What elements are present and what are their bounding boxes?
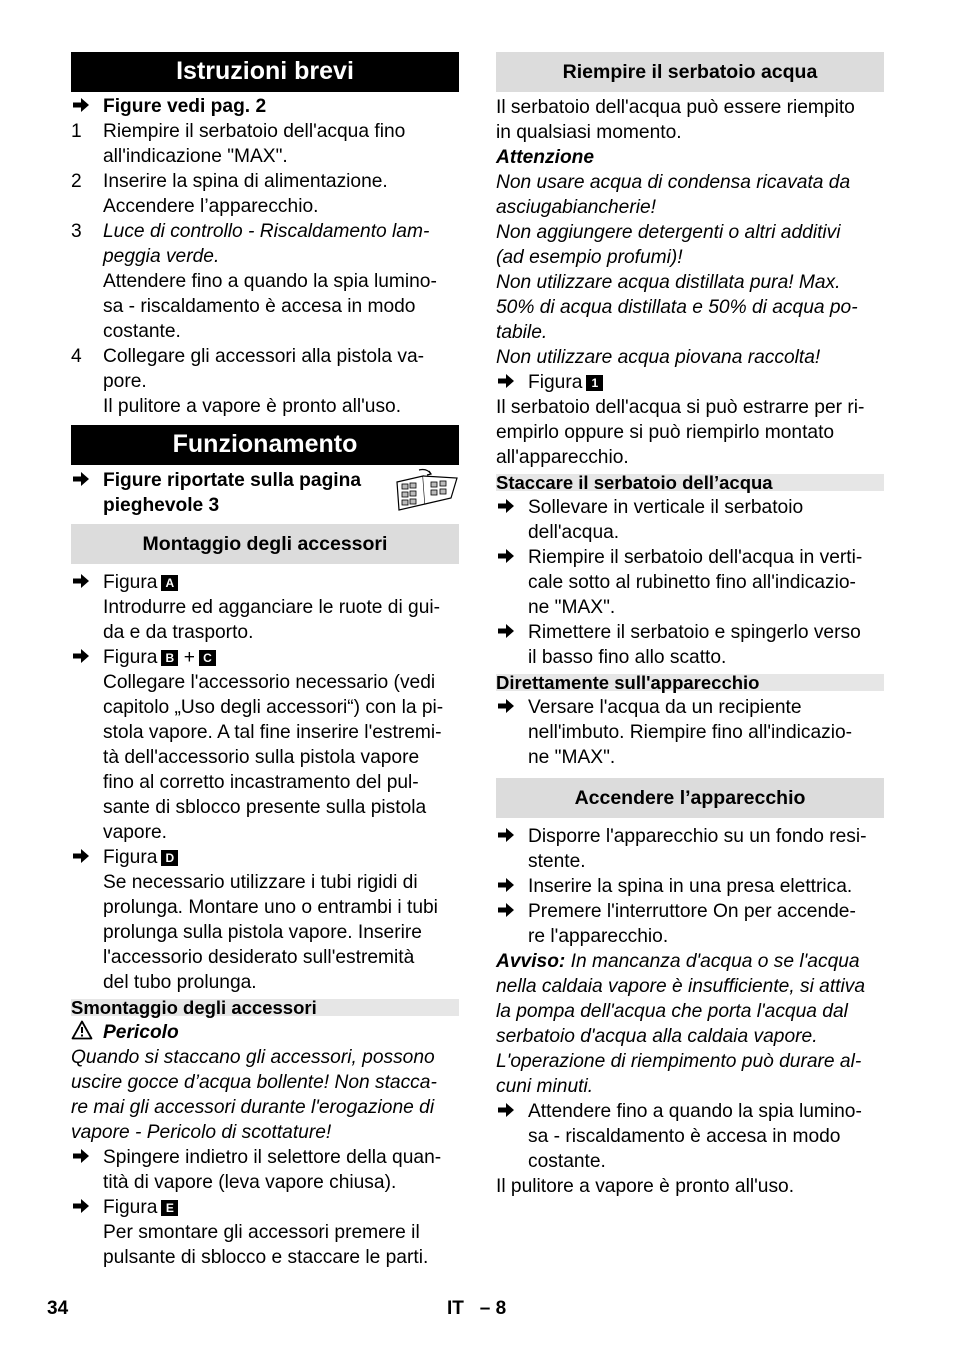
text-line: Se necessario utilizzare i tubi rigidi di	[103, 872, 418, 893]
numbered-step	[71, 344, 459, 419]
bullet-item: Figura A	[71, 570, 459, 595]
arrow-icon	[496, 874, 528, 899]
numbered-step	[71, 219, 459, 344]
figure-box: A	[161, 575, 178, 591]
arrow-icon	[496, 824, 528, 874]
ready-text: Il pulitore a vapore è pronto all'uso.	[496, 1176, 795, 1197]
text-line: Sollevare in verticale il serbatoio	[528, 497, 804, 518]
mount-steps	[71, 570, 459, 995]
text-line: ne "MAX".	[528, 597, 616, 618]
bullet-item	[496, 495, 884, 545]
text-line: Versare l'acqua da un recipiente	[528, 697, 802, 718]
bullet-item	[496, 695, 884, 770]
arrow-icon	[496, 495, 528, 545]
attention-text	[496, 170, 884, 370]
on-steps	[496, 824, 884, 949]
step-number: 1	[71, 121, 82, 142]
text-line: pore.	[103, 371, 147, 392]
text-line: nella caldaia vapore è insufficiente, si attiva	[496, 976, 866, 997]
text-line: re l'apparecchio.	[528, 926, 669, 947]
text-line: cale sotto al rubinetto fino all'indicazio-	[528, 572, 856, 593]
text-line: all'apparecchio.	[496, 447, 629, 468]
text-line: Riempire il serbatoio dell'acqua in verti-	[528, 547, 863, 568]
text-line: Inserire la spina in una presa elettrica.	[528, 876, 853, 897]
text-line: stola vapore. A tal fine inserire l'estremi-	[103, 722, 442, 743]
quick-steps	[71, 119, 459, 419]
wait-steps	[496, 1099, 884, 1174]
text-line: Collegare l'accessorio necessario (vedi	[103, 672, 436, 693]
text-line: sante di sblocco presente sulla pistola	[103, 797, 427, 818]
arrow-icon	[496, 370, 528, 395]
text-line: vapore - Pericolo di scottature!	[71, 1122, 332, 1143]
text-line: la pompa dell'acqua che porta l'acqua dal	[496, 1001, 848, 1022]
arrow-icon	[71, 468, 103, 518]
arrow-icon	[496, 620, 528, 670]
text-line: sa - riscaldamento è accesa in modo	[528, 1126, 841, 1147]
text-line: cuni minuti.	[496, 1076, 594, 1097]
text-line: il basso fino allo scatto.	[528, 647, 727, 668]
direct-steps	[496, 695, 884, 770]
arrow-icon	[71, 1195, 103, 1220]
text-line: 50% di acqua distillata e 50% di acqua po-	[496, 297, 858, 318]
text-line: Inserire la spina di alimentazione.	[103, 171, 388, 192]
text-line: vapore.	[103, 822, 167, 843]
text-line: (ad esempio profumi)!	[496, 247, 683, 268]
text-line: Quando si staccano gli accessori, possono	[71, 1047, 435, 1068]
text-line: Non usare acqua di condensa ricavata da	[496, 172, 851, 193]
section-title-unmount: Smontaggio degli accessori	[71, 999, 459, 1016]
text-line: Accendere l’apparecchio.	[103, 196, 319, 217]
text-line: Il pulitore a vapore è pronto all'uso.	[103, 396, 402, 417]
arrow-icon	[71, 570, 103, 595]
func-ref-text: Figure riportate sulla pagina pieghevole 3	[103, 470, 362, 516]
text-line: Riempire il serbatoio dell'acqua fino	[103, 121, 406, 142]
bullet-item	[71, 1145, 459, 1195]
text-line: tà dell'accessorio sulla pistola vapore	[103, 747, 420, 768]
danger-heading	[71, 1020, 459, 1045]
text-line: Rimettere il serbatoio e spingerlo verso	[528, 622, 861, 643]
text-line: Per smontare gli accessori premere il	[103, 1222, 420, 1243]
section-title-mount: Montaggio degli accessori	[71, 524, 459, 564]
text-line: re mai gli accessori durante l'erogazione di	[71, 1097, 435, 1118]
bullet-item: Figura E	[71, 1195, 459, 1220]
quick-ref-text: Figure vedi pag. 2	[103, 96, 267, 117]
section-title-direct: Direttamente sull'apparecchio	[496, 674, 884, 691]
text-line: serbatoio d'acqua alla caldaia vapore.	[496, 1026, 818, 1047]
foldout-book-icon	[393, 468, 459, 512]
text-line: Disporre l'apparecchio su un fondo resi-	[528, 826, 867, 847]
text-line: del tubo prolunga.	[103, 972, 257, 993]
text-line: capitolo „Uso degli accessori“) con la pi-	[103, 697, 444, 718]
arrow-icon	[496, 899, 528, 949]
arrow-icon	[496, 545, 528, 620]
step-number: 3	[71, 221, 82, 242]
text-line: Il serbatoio dell'acqua si può estrarre per ri-	[496, 397, 865, 418]
fill-intro	[496, 95, 884, 145]
text-line: Premere l'interruttore On per accende-	[528, 901, 856, 922]
text-line: Introdurre ed agganciare le ruote di gui-	[103, 597, 441, 618]
unmount-steps	[71, 1145, 459, 1270]
text-line: Luce di controllo - Riscaldamento lam-	[103, 221, 430, 242]
text-line: all'indicazione "MAX".	[103, 146, 288, 167]
left-column	[71, 52, 459, 1270]
page-number: 34	[47, 1298, 69, 1319]
text-line: prolunga sulla pistola vapore. Inserire	[103, 922, 422, 943]
text-line: ne "MAX".	[528, 747, 616, 768]
text-line: prolunga. Montare uno o entrambi i tubi	[103, 897, 438, 918]
figure-box: E	[161, 1200, 178, 1216]
bullet-item	[496, 824, 884, 874]
warning-icon	[71, 1020, 103, 1045]
text-line: Attendere fino a quando la spia lumino-	[528, 1101, 862, 1122]
arrow-icon	[496, 695, 528, 770]
figure-box: C	[199, 650, 216, 666]
arrow-icon	[71, 845, 103, 870]
arrow-icon	[71, 1145, 103, 1195]
text-line: Collegare gli accessori alla pistola va-	[103, 346, 425, 367]
arrow-icon	[71, 645, 103, 670]
figure-box: 1	[586, 375, 603, 391]
figure-box: B	[161, 650, 178, 666]
text-line: sa - riscaldamento è accesa in modo	[103, 296, 416, 317]
bullet-item	[496, 1099, 884, 1174]
section-title-on: Accendere l’apparecchio	[496, 778, 884, 818]
numbered-step	[71, 169, 459, 219]
fill-text	[496, 395, 884, 470]
text-line: empirlo oppure si può riempirlo montato	[496, 422, 835, 443]
section-title-detach: Staccare il serbatoio dell’acqua	[496, 474, 884, 491]
text-line: fino al corretto incastramento del pul-	[103, 772, 419, 793]
bullet-item: Figura B + C	[71, 645, 459, 670]
text-line: tabile.	[496, 322, 548, 343]
attention-label: Attenzione	[496, 147, 595, 168]
arrow-icon	[71, 94, 103, 119]
text-line: Attendere fino a quando la spia lumino-	[103, 271, 437, 292]
text-line: l'accessorio desiderato sull'estremità	[103, 947, 415, 968]
quick-ref	[71, 94, 459, 119]
numbered-step	[71, 119, 459, 169]
text-line: uscire gocce d’acqua bollente! Non stacca-	[71, 1072, 437, 1093]
arrow-icon	[496, 1099, 528, 1174]
bullet-item: Figura D	[71, 845, 459, 870]
language-code: IT – 8	[447, 1298, 507, 1319]
text-line: Il serbatoio dell'acqua può essere riempito	[496, 97, 855, 118]
text-line: dell'acqua.	[528, 522, 620, 543]
text-line: Spingere indietro il selettore della quan-	[103, 1147, 442, 1168]
text-line: asciugabiancherie!	[496, 197, 657, 218]
text-line: in qualsiasi momento.	[496, 122, 682, 143]
text-line: tità di vapore (leva vapore chiusa).	[103, 1172, 397, 1193]
func-ref	[71, 468, 459, 518]
figure-box: D	[161, 850, 178, 866]
figure-1-ref: Figura 1	[496, 370, 884, 395]
text-line: costante.	[528, 1151, 606, 1172]
notice-text	[496, 974, 884, 1099]
danger-label: Pericolo	[103, 1022, 179, 1043]
notice-first-line: Avviso: In mancanza d'acqua o se l'acqua	[496, 951, 860, 972]
text-line: nell'imbuto. Riempire fino all'indicazio-	[528, 722, 853, 743]
text-line: Non aggiungere detergenti o altri additivi	[496, 222, 841, 243]
text-line: stente.	[528, 851, 586, 872]
bullet-item	[496, 874, 884, 899]
bullet-item	[496, 899, 884, 949]
section-title-fill: Riempire il serbatoio acqua	[496, 52, 884, 92]
bullet-item	[496, 545, 884, 620]
text-line: L'operazione di riempimento può durare al-	[496, 1051, 862, 1072]
text-line: Non utilizzare acqua distillata pura! Max.	[496, 272, 841, 293]
section-title-func: Funzionamento	[71, 425, 459, 465]
right-column	[496, 52, 884, 1199]
danger-text	[71, 1045, 459, 1145]
section-title-quick: Istruzioni brevi	[71, 52, 459, 92]
text-line: da e da trasporto.	[103, 622, 254, 643]
text-line: costante.	[103, 321, 181, 342]
text-line: peggia verde.	[103, 246, 220, 267]
detach-steps	[496, 495, 884, 670]
text-line: pulsante di sblocco e staccare le parti.	[103, 1247, 429, 1268]
step-number: 4	[71, 346, 82, 367]
bullet-item	[496, 620, 884, 670]
step-number: 2	[71, 171, 82, 192]
text-line: Non utilizzare acqua piovana raccolta!	[496, 347, 821, 368]
